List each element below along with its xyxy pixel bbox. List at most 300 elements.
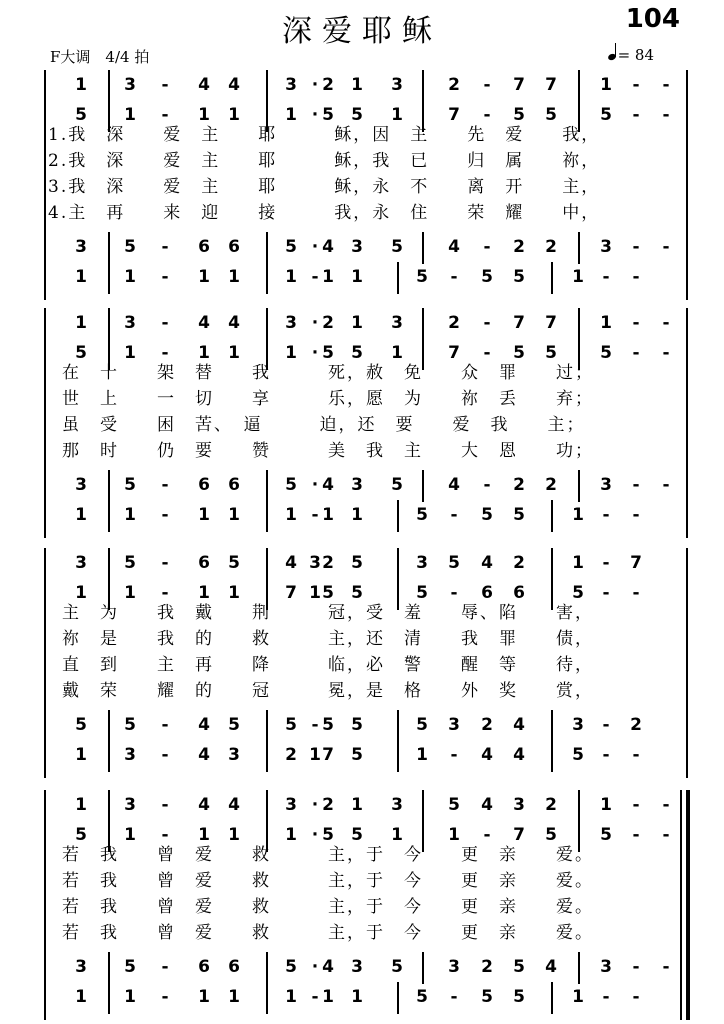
note: 1 (285, 105, 297, 125)
dash-extension: - (161, 715, 169, 735)
barline (397, 740, 399, 772)
note: 3 (124, 745, 136, 765)
note: 5 (285, 475, 297, 495)
note: 1 (75, 795, 87, 815)
note: 5 (322, 343, 334, 363)
note: 6 (198, 475, 210, 495)
note: 5 (600, 343, 612, 363)
lyric-verse-2: 世 上 一 切 享 乐，愿 为 祢 丢 弃； (62, 389, 594, 409)
lyric-verse-2: 祢 是 我 的 救 主，还 清 我 罪 债， (62, 629, 594, 649)
dash-extension: - (161, 267, 169, 287)
note: 4 (198, 715, 210, 735)
dash-extension: - (602, 715, 610, 735)
barline (266, 70, 268, 102)
dash-extension: - (161, 825, 169, 845)
note: 4 (198, 745, 210, 765)
note: 3 (600, 957, 612, 977)
note: 3 (600, 237, 612, 257)
note: 3 (124, 795, 136, 815)
dash-extension: - (483, 237, 491, 257)
note: 5 (545, 343, 557, 363)
dash-extension: - (632, 505, 640, 525)
dash-extension: - (161, 745, 169, 765)
barline (108, 262, 110, 294)
note: 5 (285, 957, 297, 977)
dash-extension: - (483, 475, 491, 495)
note: 7 (630, 553, 642, 573)
dash-extension: - (450, 583, 458, 603)
note: 1 (600, 795, 612, 815)
dash-extension: - (662, 105, 670, 125)
note: 5 (351, 715, 363, 735)
note: 1 (75, 505, 87, 525)
key-time-signature: F大调 4/4 拍 (50, 48, 150, 66)
note: 3 (448, 957, 460, 977)
note: 5 (322, 583, 334, 603)
note: 5 (481, 987, 493, 1007)
note: 5 (513, 987, 525, 1007)
dash-extension: - (662, 237, 670, 257)
note: 4 (322, 957, 334, 977)
note: 5 (75, 105, 87, 125)
note: 3 (75, 237, 87, 257)
note: 2 (513, 553, 525, 573)
barline (397, 982, 399, 1014)
dash-extension: - (161, 105, 169, 125)
note: 3 (228, 745, 240, 765)
barline (397, 710, 399, 742)
barline (578, 470, 580, 502)
note: 4 (228, 75, 240, 95)
note: 2 (513, 475, 525, 495)
note: 5 (391, 957, 403, 977)
dash-extension: - (161, 987, 169, 1007)
dash-extension: - (161, 237, 169, 257)
barline (108, 500, 110, 532)
barline (108, 790, 110, 822)
note: 7 (513, 75, 525, 95)
barline (422, 232, 424, 264)
note: 7 (545, 313, 557, 333)
barline (422, 308, 424, 340)
note: 3 (285, 795, 297, 815)
barline (266, 262, 268, 294)
note: 1 (198, 267, 210, 287)
note: 4 (513, 745, 525, 765)
note: 6 (513, 583, 525, 603)
barline (108, 740, 110, 772)
note: 1 (124, 105, 136, 125)
note: 1 (351, 75, 363, 95)
dot-extension: · (311, 825, 319, 845)
note: 5 (351, 343, 363, 363)
barline (266, 982, 268, 1014)
note: 1 (572, 553, 584, 573)
lyric-verse-4: 4.主 再 来 迎 接 我，永 住 荣 耀 中， (48, 203, 601, 223)
note: 3 (448, 715, 460, 735)
barline (422, 952, 424, 984)
dash-extension: - (311, 987, 319, 1007)
dash-extension: - (632, 825, 640, 845)
note: 1 (124, 987, 136, 1007)
dash-extension: - (632, 267, 640, 287)
score-system (0, 548, 724, 778)
note: 1 (416, 745, 428, 765)
tempo-marking (608, 46, 654, 64)
note: 2 (322, 795, 334, 815)
note: 1 (124, 505, 136, 525)
note: 1 (198, 583, 210, 603)
dash-extension: - (161, 957, 169, 977)
barline (397, 262, 399, 294)
lyric-verse-1: 主 为 我 戴 荆 冠，受 羞 辱、陷 害， (62, 603, 594, 623)
note: 1 (124, 267, 136, 287)
lyric-verse-1: 1.我 深 爱 主 耶 稣，因 主 先 爱 我， (48, 125, 601, 145)
dot-extension: · (311, 237, 319, 257)
note: 1 (309, 583, 321, 603)
note: 3 (75, 957, 87, 977)
note: 3 (391, 313, 403, 333)
note: 1 (228, 583, 240, 603)
barline (266, 952, 268, 984)
dash-extension: - (632, 237, 640, 257)
dash-extension: - (450, 267, 458, 287)
note: 5 (513, 343, 525, 363)
note: 2 (448, 75, 460, 95)
note: 6 (228, 237, 240, 257)
dash-extension: - (161, 583, 169, 603)
note: 7 (448, 343, 460, 363)
barline (551, 548, 553, 580)
note: 1 (351, 267, 363, 287)
note: 7 (513, 825, 525, 845)
dot-extension: · (311, 313, 319, 333)
barline (266, 500, 268, 532)
note: 1 (391, 105, 403, 125)
note: 2 (481, 715, 493, 735)
lyric-verse-3: 3.我 深 爱 主 耶 稣，永 不 离 开 主， (48, 177, 601, 197)
note: 2 (481, 957, 493, 977)
note: 4 (198, 795, 210, 815)
barline (578, 308, 580, 340)
note: 1 (572, 505, 584, 525)
dash-extension: - (662, 475, 670, 495)
bass-voice-row (0, 504, 724, 534)
lyric-verse-1: 若 我 曾 爱 救 主，于 今 更 亲 爱。 (62, 845, 594, 865)
dash-extension: - (161, 343, 169, 363)
barline (266, 470, 268, 502)
lyric-verse-4: 戴 荣 耀 的 冠 冕，是 格 外 奖 赏， (62, 681, 594, 701)
note: 5 (124, 715, 136, 735)
note: 5 (124, 237, 136, 257)
dot-extension: · (311, 75, 319, 95)
note: 1 (448, 825, 460, 845)
dash-extension: - (602, 583, 610, 603)
note: 5 (416, 987, 428, 1007)
note: 3 (416, 553, 428, 573)
note: 6 (198, 237, 210, 257)
dot-extension: · (311, 105, 319, 125)
dash-extension: - (483, 313, 491, 333)
tempo-value: = 84 (617, 46, 654, 64)
dash-extension: - (161, 505, 169, 525)
note: 1 (322, 505, 334, 525)
note: 5 (75, 825, 87, 845)
dash-extension: - (662, 75, 670, 95)
note: 5 (545, 825, 557, 845)
note: 5 (513, 957, 525, 977)
dot-extension: · (311, 343, 319, 363)
barline (578, 70, 580, 102)
note: 1 (351, 795, 363, 815)
note: 1 (228, 987, 240, 1007)
note: 3 (351, 237, 363, 257)
barline (578, 790, 580, 822)
dash-extension: - (662, 825, 670, 845)
note: 1 (600, 313, 612, 333)
note: 7 (513, 313, 525, 333)
note: 4 (481, 795, 493, 815)
note: 5 (513, 267, 525, 287)
note: 5 (448, 553, 460, 573)
note: 1 (285, 505, 297, 525)
note: 5 (600, 105, 612, 125)
barline (551, 710, 553, 742)
note: 1 (124, 583, 136, 603)
note: 7 (285, 583, 297, 603)
note: 1 (198, 987, 210, 1007)
dash-extension: - (632, 583, 640, 603)
note: 5 (228, 553, 240, 573)
note: 1 (198, 825, 210, 845)
barline (422, 70, 424, 102)
barline (108, 232, 110, 264)
dash-extension: - (632, 75, 640, 95)
note: 4 (322, 475, 334, 495)
note: 2 (322, 313, 334, 333)
note: 5 (416, 267, 428, 287)
note: 1 (75, 987, 87, 1007)
note: 2 (322, 75, 334, 95)
dash-extension: - (632, 313, 640, 333)
bass-voice-row (0, 744, 724, 774)
note: 1 (572, 987, 584, 1007)
score-system (0, 308, 724, 538)
note: 6 (481, 583, 493, 603)
note: 4 (322, 237, 334, 257)
note: 5 (351, 553, 363, 573)
note: 5 (545, 105, 557, 125)
hymn-number: 104 (625, 4, 680, 34)
note: 1 (322, 267, 334, 287)
note: 6 (228, 957, 240, 977)
note: 2 (513, 237, 525, 257)
barline (108, 982, 110, 1014)
note: 5 (416, 583, 428, 603)
dash-extension: - (662, 343, 670, 363)
barline (108, 70, 110, 102)
dash-extension: - (483, 105, 491, 125)
barline (551, 500, 553, 532)
note: 5 (572, 583, 584, 603)
barline (422, 790, 424, 822)
note: 5 (75, 343, 87, 363)
note: 2 (322, 553, 334, 573)
barline (551, 740, 553, 772)
note: 4 (198, 75, 210, 95)
dash-extension: - (311, 505, 319, 525)
lyric-verse-4: 那 时 仍 要 赞 美 我 主 大 恩 功； (62, 441, 594, 461)
note: 7 (448, 105, 460, 125)
dash-extension: - (632, 745, 640, 765)
note: 3 (391, 75, 403, 95)
note: 4 (448, 237, 460, 257)
note: 4 (545, 957, 557, 977)
note: 4 (228, 313, 240, 333)
dash-extension: - (483, 343, 491, 363)
note: 5 (513, 105, 525, 125)
note: 1 (285, 267, 297, 287)
note: 1 (351, 987, 363, 1007)
lyric-verse-2: 2.我 深 爱 主 耶 稣，我 已 归 属 祢， (48, 151, 601, 171)
barline (397, 548, 399, 580)
dot-extension: · (311, 795, 319, 815)
quarter-note-icon (608, 46, 618, 60)
note: 1 (351, 505, 363, 525)
note: 3 (309, 553, 321, 573)
note: 3 (75, 553, 87, 573)
lyric-verse-1: 在 十 架 替 我 死，赦 免 众 罪 过； (62, 363, 594, 383)
note: 5 (322, 715, 334, 735)
note: 4 (448, 475, 460, 495)
note: 4 (285, 553, 297, 573)
dash-extension: - (311, 715, 319, 735)
barline (266, 548, 268, 580)
barline (266, 790, 268, 822)
note: 3 (124, 313, 136, 333)
dash-extension: - (632, 343, 640, 363)
note: 1 (600, 75, 612, 95)
note: 3 (285, 313, 297, 333)
dash-extension: - (602, 505, 610, 525)
note: 4 (481, 745, 493, 765)
note: 6 (228, 475, 240, 495)
lyric-verse-3: 若 我 曾 爱 救 主，于 今 更 亲 爱。 (62, 897, 594, 917)
note: 5 (391, 237, 403, 257)
note: 3 (572, 715, 584, 735)
note: 2 (448, 313, 460, 333)
bass-voice-row (0, 986, 724, 1016)
note: 5 (481, 267, 493, 287)
note: 5 (322, 825, 334, 845)
note: 1 (285, 987, 297, 1007)
note: 1 (198, 505, 210, 525)
note: 1 (75, 267, 87, 287)
note: 3 (351, 475, 363, 495)
note: 1 (75, 313, 87, 333)
dash-extension: - (483, 75, 491, 95)
note: 2 (545, 475, 557, 495)
note: 1 (124, 825, 136, 845)
note: 3 (285, 75, 297, 95)
barline (551, 262, 553, 294)
dash-extension: - (483, 825, 491, 845)
note: 5 (448, 795, 460, 815)
note: 5 (285, 715, 297, 735)
note: 4 (513, 715, 525, 735)
note: 3 (391, 795, 403, 815)
note: 4 (481, 553, 493, 573)
note: 5 (416, 715, 428, 735)
dash-extension: - (632, 105, 640, 125)
note: 6 (198, 957, 210, 977)
dash-extension: - (602, 987, 610, 1007)
note: 1 (391, 825, 403, 845)
note: 5 (285, 237, 297, 257)
note: 4 (198, 313, 210, 333)
bass-voice-row (0, 266, 724, 296)
note: 3 (75, 475, 87, 495)
dash-extension: - (632, 957, 640, 977)
dot-extension: · (311, 957, 319, 977)
dash-extension: - (632, 475, 640, 495)
dash-extension: - (662, 795, 670, 815)
note: 5 (600, 825, 612, 845)
note: 1 (572, 267, 584, 287)
note: 5 (391, 475, 403, 495)
note: 2 (630, 715, 642, 735)
note: 5 (75, 715, 87, 735)
barline (108, 952, 110, 984)
note: 1 (75, 583, 87, 603)
note: 5 (124, 553, 136, 573)
note: 5 (416, 505, 428, 525)
note: 2 (545, 237, 557, 257)
note: 1 (198, 343, 210, 363)
dash-extension: - (662, 957, 670, 977)
dash-extension: - (161, 313, 169, 333)
note: 1 (228, 505, 240, 525)
barline (266, 308, 268, 340)
dash-extension: - (450, 505, 458, 525)
note: 5 (572, 745, 584, 765)
note: 5 (513, 505, 525, 525)
note: 1 (75, 75, 87, 95)
barline (108, 308, 110, 340)
barline (266, 710, 268, 742)
note: 5 (481, 505, 493, 525)
note: 1 (228, 825, 240, 845)
dash-extension: - (450, 987, 458, 1007)
score-system (0, 70, 724, 300)
note: 1 (285, 343, 297, 363)
note: 4 (228, 795, 240, 815)
dash-extension: - (450, 745, 458, 765)
note: 6 (198, 553, 210, 573)
note: 5 (351, 745, 363, 765)
note: 1 (228, 105, 240, 125)
note: 1 (75, 745, 87, 765)
dash-extension: - (311, 267, 319, 287)
barline (397, 500, 399, 532)
dash-extension: - (602, 553, 610, 573)
note: 5 (124, 957, 136, 977)
dash-extension: - (161, 553, 169, 573)
note: 5 (322, 105, 334, 125)
note: 7 (322, 745, 334, 765)
lyric-verse-4: 若 我 曾 爱 救 主，于 今 更 亲 爱。 (62, 923, 594, 943)
hymn-title: 深爱耶稣 (282, 14, 442, 49)
